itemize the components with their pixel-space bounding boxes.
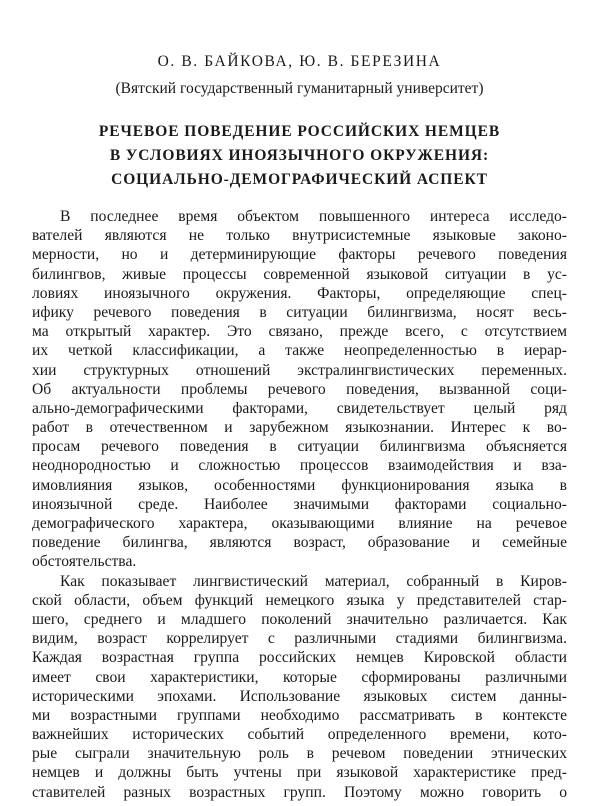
body-line: немцев и должны быть учтены при языковой характеристике пред- — [32, 764, 567, 782]
body-line: имовлияния языков, особенностями функционирования языка в — [32, 476, 567, 494]
body-line: ально-демографическими факторами, свидетельствует целый ряд — [32, 399, 567, 417]
title-line: РЕЧЕВОЕ ПОВЕДЕНИЕ РОССИЙСКИХ НЕМЦЕВ — [98, 123, 501, 140]
body-line: мерности, но и детерминирующие факторы речевого поведения — [32, 246, 567, 264]
body-line: просам речевого поведения в ситуации билингвизма объясняется — [32, 438, 567, 456]
body-line: Каждая возрастная группа российских немцев Кировской области — [32, 649, 567, 667]
body-line: билингвов, живые процессы современной языковой ситуации в ус- — [32, 265, 567, 283]
title-line: СОЦИАЛЬНО-ДЕМОГРАФИЧЕСКИЙ АСПЕКТ — [111, 171, 488, 188]
body-line: демографического характера, оказывающими влияние на речевое — [32, 515, 567, 532]
body-line: неоднородностью и сложностью процессов взаимодействия и вза- — [32, 457, 567, 475]
body-line: хии структурных отношений экстралингвистических переменных. — [32, 361, 567, 379]
body-line: видим, возраст коррелирует с различными стадиями билингвизма. — [32, 630, 567, 648]
body-line: ифику речевого поведения в ситуации билингвизма, носят весь- — [32, 303, 567, 321]
body-line: поведение билингва, являются возраст, образование и семейные — [32, 534, 567, 552]
body-line: ма открытый характер. Это связано, прежде всего, с отсутствием — [32, 323, 567, 341]
body-line: историческими эпохами. Использование языковых систем данны- — [32, 687, 567, 705]
body-line: ми возрастными группами необходимо рассматривать в контексте — [32, 706, 567, 724]
authors-line: О. В. БАЙКОВА, Ю. В. БЕРЕЗИНА — [157, 53, 442, 70]
body-line: важнейших исторических событий определенного времени, кото- — [32, 726, 567, 744]
body-line: ской области, объем функций немецкого языка у представителей стар- — [32, 591, 567, 609]
body-line: обстоятельства. — [32, 553, 137, 571]
body-line: рые сыграли значительную роль в речевом поведении этнических — [32, 745, 567, 763]
body-line: ловиях иноязычного окружения. Факторы, определяющие спец- — [32, 284, 567, 302]
article-title — [32, 120, 567, 192]
body-line: вателей являются не только внутрисистемные языковые законо- — [32, 227, 567, 245]
body-line: работ в отечественном и зарубежном языкознании. Интерес к во- — [32, 419, 567, 437]
affiliation-line: (Вятский государственный гуманитарный университет) — [115, 80, 484, 97]
body-line: имеет свои характеристики, которые сформированы различными — [32, 668, 567, 686]
body-line: В последнее время объектом повышенного интереса исследо- — [60, 208, 567, 225]
body-line: ставителей разных возрастных групп. Поэтому можно говорить о — [32, 783, 567, 801]
title-line: В УСЛОВИЯХ ИНОЯЗЫЧНОГО ОКРУЖЕНИЯ: — [109, 147, 490, 164]
body-line: Как показывает лингвистический материал, собранный в Киров- — [60, 572, 567, 590]
body-line: иноязычной среде. Наиболее значимыми факторами социально- — [32, 495, 567, 513]
article-body — [32, 207, 567, 802]
body-line: Об актуальности проблемы речевого поведения, вызванной соци- — [32, 380, 567, 398]
body-line: шего, среднего и младшего поколений значительно различается. Как — [32, 610, 567, 628]
body-line: их четкой классификации, а также неопределенностью в иерар- — [32, 342, 567, 360]
